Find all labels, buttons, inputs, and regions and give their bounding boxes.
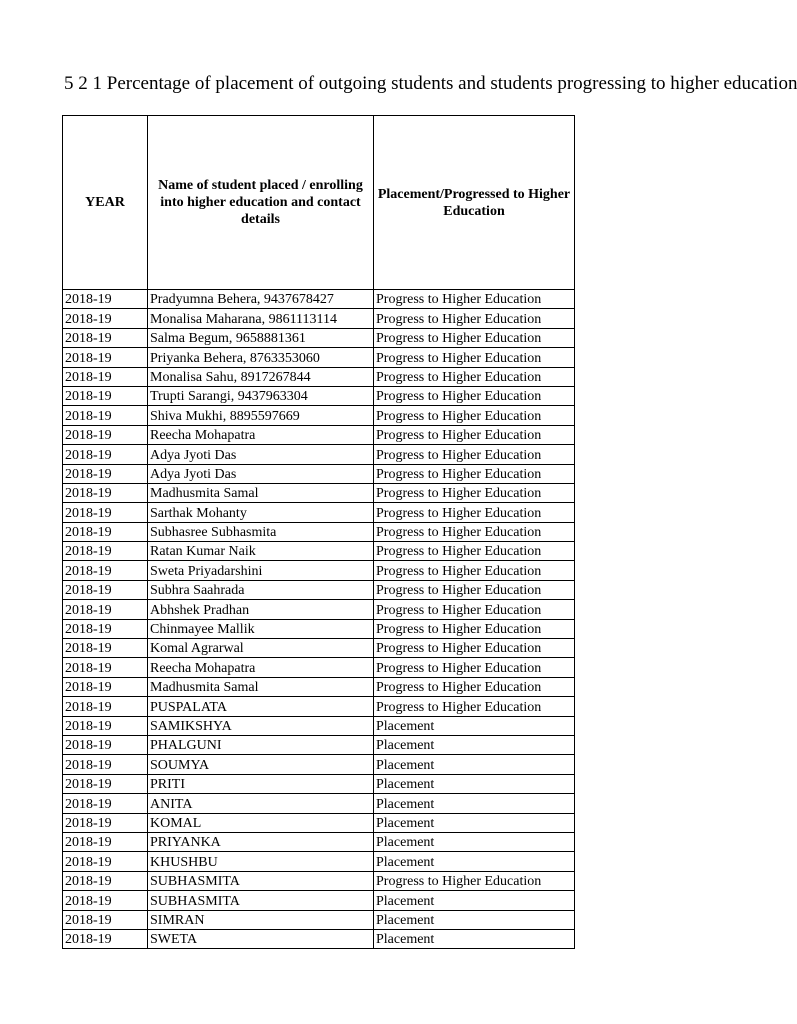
cell-student-name: SAMIKSHYA (148, 716, 374, 735)
table-row (63, 735, 575, 754)
table-row (63, 561, 575, 580)
cell-student-name: Adya Jyoti Das (148, 464, 374, 483)
cell-year: 2018-19 (63, 600, 148, 619)
cell-status: Progress to Higher Education (374, 348, 575, 367)
cell-student-name: Komal Agrarwal (148, 639, 374, 658)
cell-student-name: Sarthak Mohanty (148, 503, 374, 522)
cell-student-name: Chinmayee Mallik (148, 619, 374, 638)
table-row (63, 891, 575, 910)
cell-student-name: SUBHASMITA (148, 891, 374, 910)
cell-year: 2018-19 (63, 386, 148, 405)
cell-status: Placement (374, 910, 575, 929)
cell-student-name: Reecha Mohapatra (148, 658, 374, 677)
page-title: 5 2 1 Percentage of placement of outgoing students and students progressing to higher education (64, 73, 797, 94)
cell-status: Progress to Higher Education (374, 425, 575, 444)
cell-status: Placement (374, 716, 575, 735)
cell-student-name: Reecha Mohapatra (148, 425, 374, 444)
cell-student-name: Sweta Priyadarshini (148, 561, 374, 580)
cell-status: Progress to Higher Education (374, 522, 575, 541)
cell-student-name: Monalisa Sahu, 8917267844 (148, 367, 374, 386)
cell-year: 2018-19 (63, 483, 148, 502)
cell-year: 2018-19 (63, 580, 148, 599)
table-row (63, 522, 575, 541)
table-row (63, 639, 575, 658)
cell-year: 2018-19 (63, 425, 148, 444)
cell-year: 2018-19 (63, 929, 148, 948)
cell-year: 2018-19 (63, 697, 148, 716)
cell-year: 2018-19 (63, 794, 148, 813)
table-row (63, 600, 575, 619)
cell-status: Placement (374, 929, 575, 948)
header-student-name: Name of student placed / enrolling into higher education and contact details (148, 116, 374, 290)
cell-status: Progress to Higher Education (374, 639, 575, 658)
cell-student-name: ANITA (148, 794, 374, 813)
table-row (63, 910, 575, 929)
cell-student-name: Subhasree Subhasmita (148, 522, 374, 541)
cell-status: Placement (374, 755, 575, 774)
cell-student-name: Ratan Kumar Naik (148, 542, 374, 561)
cell-year: 2018-19 (63, 871, 148, 890)
cell-status: Progress to Higher Education (374, 503, 575, 522)
cell-status: Placement (374, 832, 575, 851)
table-row (63, 697, 575, 716)
table-row (63, 542, 575, 561)
table-row (63, 755, 575, 774)
table-row (63, 580, 575, 599)
cell-status: Progress to Higher Education (374, 309, 575, 328)
table-row (63, 852, 575, 871)
cell-year: 2018-19 (63, 464, 148, 483)
table-row (63, 348, 575, 367)
cell-student-name: PUSPALATA (148, 697, 374, 716)
cell-student-name: Monalisa Maharana, 9861113114 (148, 309, 374, 328)
cell-status: Progress to Higher Education (374, 406, 575, 425)
table-row (63, 716, 575, 735)
cell-student-name: PHALGUNI (148, 735, 374, 754)
cell-student-name: Pradyumna Behera, 9437678427 (148, 290, 374, 309)
cell-student-name: KHUSHBU (148, 852, 374, 871)
cell-year: 2018-19 (63, 367, 148, 386)
cell-status: Progress to Higher Education (374, 677, 575, 696)
cell-year: 2018-19 (63, 619, 148, 638)
cell-student-name: Subhra Saahrada (148, 580, 374, 599)
cell-status: Progress to Higher Education (374, 445, 575, 464)
cell-status: Progress to Higher Education (374, 328, 575, 347)
cell-year: 2018-19 (63, 561, 148, 580)
cell-status: Progress to Higher Education (374, 367, 575, 386)
table-row (63, 328, 575, 347)
cell-student-name: PRITI (148, 774, 374, 793)
title-container (64, 72, 797, 98)
cell-student-name: SUBHASMITA (148, 871, 374, 890)
cell-student-name: KOMAL (148, 813, 374, 832)
cell-status: Progress to Higher Education (374, 464, 575, 483)
table-row (63, 309, 575, 328)
cell-student-name: PRIYANKA (148, 832, 374, 851)
table-row (63, 425, 575, 444)
cell-student-name: SIMRAN (148, 910, 374, 929)
header-year: YEAR (63, 116, 148, 290)
table-row (63, 871, 575, 890)
cell-status: Placement (374, 813, 575, 832)
cell-status: Progress to Higher Education (374, 561, 575, 580)
cell-year: 2018-19 (63, 522, 148, 541)
table-row (63, 929, 575, 948)
cell-year: 2018-19 (63, 852, 148, 871)
cell-status: Placement (374, 891, 575, 910)
cell-status: Progress to Higher Education (374, 386, 575, 405)
cell-year: 2018-19 (63, 658, 148, 677)
cell-year: 2018-19 (63, 309, 148, 328)
cell-year: 2018-19 (63, 542, 148, 561)
table-row (63, 483, 575, 502)
cell-year: 2018-19 (63, 328, 148, 347)
cell-year: 2018-19 (63, 716, 148, 735)
table-body (63, 290, 575, 949)
cell-student-name: Salma Begum, 9658881361 (148, 328, 374, 347)
header-row (63, 116, 575, 290)
table-row (63, 794, 575, 813)
cell-status: Placement (374, 774, 575, 793)
cell-student-name: Abhshek Pradhan (148, 600, 374, 619)
placement-table (62, 115, 575, 949)
table-row (63, 464, 575, 483)
cell-year: 2018-19 (63, 774, 148, 793)
cell-year: 2018-19 (63, 910, 148, 929)
cell-year: 2018-19 (63, 677, 148, 696)
table-row (63, 290, 575, 309)
cell-student-name: Madhusmita Samal (148, 483, 374, 502)
cell-status: Progress to Higher Education (374, 697, 575, 716)
table-row (63, 832, 575, 851)
table-row (63, 406, 575, 425)
cell-year: 2018-19 (63, 639, 148, 658)
cell-status: Progress to Higher Education (374, 483, 575, 502)
cell-status: Progress to Higher Education (374, 290, 575, 309)
table-row (63, 813, 575, 832)
table-row (63, 774, 575, 793)
cell-student-name: Trupti Sarangi, 9437963304 (148, 386, 374, 405)
cell-status: Progress to Higher Education (374, 542, 575, 561)
cell-year: 2018-19 (63, 445, 148, 464)
cell-student-name: SOUMYA (148, 755, 374, 774)
header-status: Placement/Progressed to Higher Education (374, 116, 575, 290)
cell-year: 2018-19 (63, 735, 148, 754)
table-row (63, 677, 575, 696)
cell-year: 2018-19 (63, 813, 148, 832)
table-row (63, 503, 575, 522)
cell-status: Progress to Higher Education (374, 619, 575, 638)
cell-year: 2018-19 (63, 832, 148, 851)
table-row (63, 619, 575, 638)
table-row (63, 445, 575, 464)
cell-status: Progress to Higher Education (374, 580, 575, 599)
cell-student-name: Priyanka Behera, 8763353060 (148, 348, 374, 367)
cell-year: 2018-19 (63, 348, 148, 367)
cell-student-name: SWETA (148, 929, 374, 948)
cell-status: Progress to Higher Education (374, 658, 575, 677)
cell-student-name: Shiva Mukhi, 8895597669 (148, 406, 374, 425)
cell-status: Progress to Higher Education (374, 600, 575, 619)
table-row (63, 658, 575, 677)
cell-status: Placement (374, 852, 575, 871)
cell-status: Placement (374, 794, 575, 813)
cell-year: 2018-19 (63, 290, 148, 309)
cell-year: 2018-19 (63, 406, 148, 425)
cell-status: Placement (374, 735, 575, 754)
table-row (63, 386, 575, 405)
cell-student-name: Madhusmita Samal (148, 677, 374, 696)
cell-year: 2018-19 (63, 503, 148, 522)
cell-year: 2018-19 (63, 891, 148, 910)
cell-student-name: Adya Jyoti Das (148, 445, 374, 464)
table-row (63, 367, 575, 386)
cell-year: 2018-19 (63, 755, 148, 774)
cell-status: Progress to Higher Education (374, 871, 575, 890)
